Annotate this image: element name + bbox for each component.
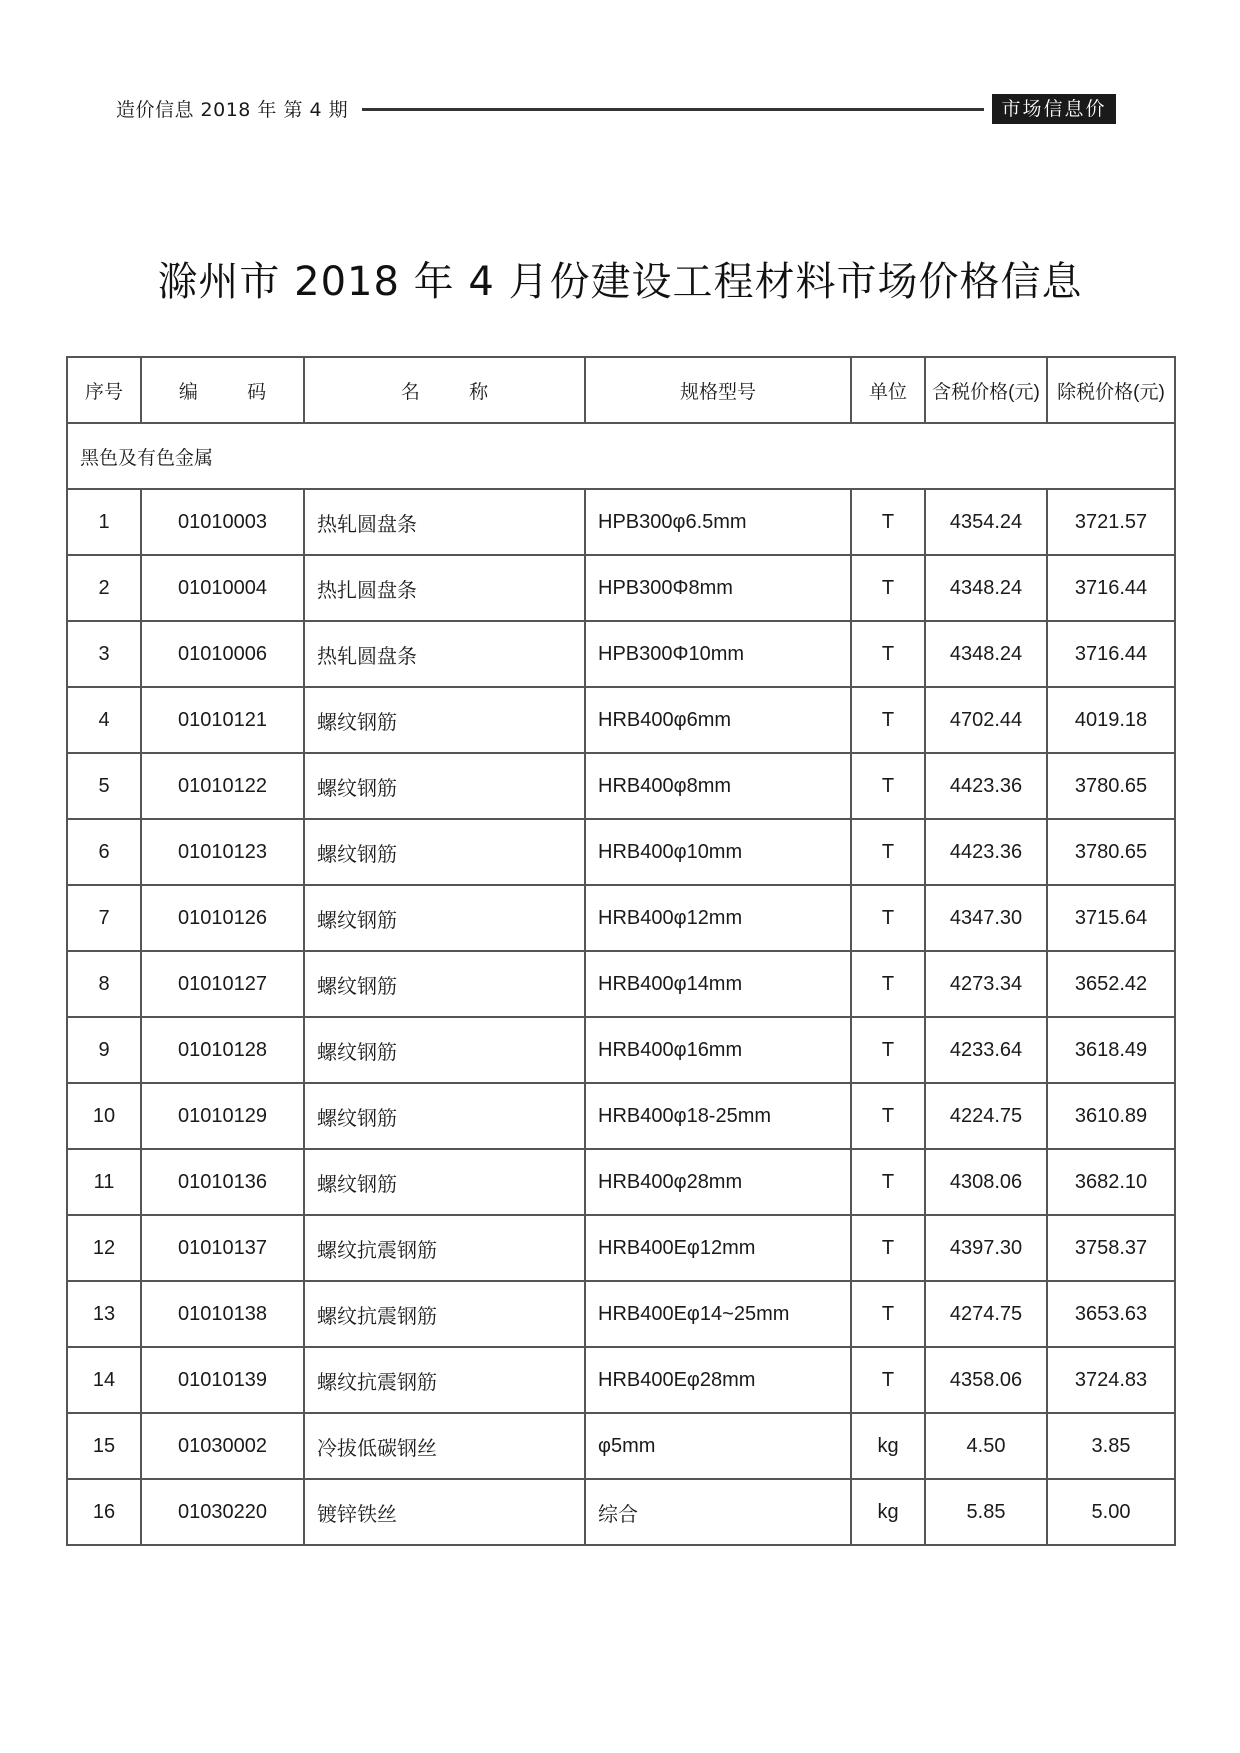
price-with-tax-cell: 4274.75 [925,1281,1047,1347]
material-code-cell: 01010129 [141,1083,304,1149]
price-without-tax-cell: 3610.89 [1047,1083,1175,1149]
material-spec-cell: HRB400φ12mm [585,885,851,951]
material-spec-cell: 综合 [585,1479,851,1545]
price-without-tax-cell: 5.00 [1047,1479,1175,1545]
price-with-tax-cell: 4354.24 [925,489,1047,555]
material-name-cell: 冷拔低碳钢丝 [304,1413,585,1479]
price-with-tax-cell: 4233.64 [925,1017,1047,1083]
row-number-cell: 9 [67,1017,141,1083]
material-spec-cell: HRB400Eφ14~25mm [585,1281,851,1347]
material-spec-cell: HPB300φ6.5mm [585,489,851,555]
page-title: 滁州市 2018 年 4 月份建设工程材料市场价格信息 [157,259,1083,305]
material-code-cell: 01010128 [141,1017,304,1083]
unit-cell: T [851,1281,925,1347]
material-spec-cell: HPB300Φ10mm [585,621,851,687]
table-row [67,1479,1175,1545]
table-row [67,1347,1175,1413]
material-code-cell: 01030220 [141,1479,304,1545]
material-code-cell: 01010123 [141,819,304,885]
material-name-cell: 螺纹抗震钢筋 [304,1215,585,1281]
material-spec-cell: HRB400φ16mm [585,1017,851,1083]
table-row [67,1149,1175,1215]
unit-cell: T [851,1347,925,1413]
material-name-cell: 螺纹钢筋 [304,951,585,1017]
table-row [67,1083,1175,1149]
price-without-tax-cell: 4019.18 [1047,687,1175,753]
column-header-name: 名 称 [304,357,585,423]
row-number-cell: 15 [67,1413,141,1479]
table-row [67,753,1175,819]
row-number-cell: 8 [67,951,141,1017]
unit-cell: T [851,1149,925,1215]
price-without-tax-cell: 3682.10 [1047,1149,1175,1215]
material-name-cell: 螺纹钢筋 [304,1017,585,1083]
price-without-tax-cell: 3653.63 [1047,1281,1175,1347]
material-name-cell: 螺纹钢筋 [304,885,585,951]
row-number-cell: 4 [67,687,141,753]
material-spec-cell: HRB400φ6mm [585,687,851,753]
section-tag: 市场信息价 [992,94,1116,124]
column-header-unit: 单位 [851,357,925,423]
price-with-tax-cell: 4347.30 [925,885,1047,951]
price-without-tax-cell: 3780.65 [1047,753,1175,819]
price-with-tax-cell: 4423.36 [925,819,1047,885]
price-without-tax-cell: 3758.37 [1047,1215,1175,1281]
unit-cell: T [851,819,925,885]
column-header-code: 编 码 [141,357,304,423]
unit-cell: T [851,489,925,555]
unit-cell: T [851,687,925,753]
material-spec-cell: HRB400φ14mm [585,951,851,1017]
material-name-cell: 螺纹钢筋 [304,1149,585,1215]
material-name-cell: 螺纹钢筋 [304,753,585,819]
price-with-tax-cell: 4348.24 [925,555,1047,621]
table-header-row [67,357,1175,423]
price-with-tax-cell: 5.85 [925,1479,1047,1545]
unit-cell: T [851,1083,925,1149]
material-code-cell: 01010138 [141,1281,304,1347]
price-with-tax-cell: 4397.30 [925,1215,1047,1281]
material-code-cell: 01010004 [141,555,304,621]
material-name-cell: 螺纹钢筋 [304,1083,585,1149]
table-row [67,555,1175,621]
material-name-cell: 螺纹钢筋 [304,819,585,885]
table-row [67,1281,1175,1347]
material-code-cell: 01010006 [141,621,304,687]
price-with-tax-cell: 4702.44 [925,687,1047,753]
row-number-cell: 6 [67,819,141,885]
price-without-tax-cell: 3721.57 [1047,489,1175,555]
material-name-cell: 热扎圆盘条 [304,555,585,621]
price-with-tax-cell: 4273.34 [925,951,1047,1017]
table-row [67,687,1175,753]
material-spec-cell: HRB400Eφ12mm [585,1215,851,1281]
table-row [67,1413,1175,1479]
table-row [67,489,1175,555]
row-number-cell: 1 [67,489,141,555]
material-spec-cell: HRB400Eφ28mm [585,1347,851,1413]
unit-cell: T [851,753,925,819]
table-row [67,885,1175,951]
price-without-tax-cell: 3652.42 [1047,951,1175,1017]
material-spec-cell: HRB400φ18-25mm [585,1083,851,1149]
price-without-tax-cell: 3715.64 [1047,885,1175,951]
table-row [67,1017,1175,1083]
material-code-cell: 01010139 [141,1347,304,1413]
column-header-price-tax: 含税价格(元) [925,357,1047,423]
unit-cell: T [851,951,925,1017]
material-code-cell: 01030002 [141,1413,304,1479]
material-spec-cell: φ5mm [585,1413,851,1479]
material-spec-cell: HRB400φ28mm [585,1149,851,1215]
material-code-cell: 01010121 [141,687,304,753]
price-without-tax-cell: 3618.49 [1047,1017,1175,1083]
column-header-no: 序号 [67,357,141,423]
unit-cell: T [851,885,925,951]
row-number-cell: 3 [67,621,141,687]
material-spec-cell: HRB400φ8mm [585,753,851,819]
price-table [66,356,1176,1546]
price-without-tax-cell: 3724.83 [1047,1347,1175,1413]
price-with-tax-cell: 4358.06 [925,1347,1047,1413]
unit-cell: T [851,1017,925,1083]
row-number-cell: 2 [67,555,141,621]
column-header-price-notax: 除税价格(元) [1047,357,1175,423]
table-row [67,1215,1175,1281]
row-number-cell: 13 [67,1281,141,1347]
row-number-cell: 7 [67,885,141,951]
material-code-cell: 01010126 [141,885,304,951]
price-with-tax-cell: 4423.36 [925,753,1047,819]
unit-cell: kg [851,1479,925,1545]
material-name-cell: 热轧圆盘条 [304,489,585,555]
price-without-tax-cell: 3716.44 [1047,621,1175,687]
price-with-tax-cell: 4224.75 [925,1083,1047,1149]
price-without-tax-cell: 3780.65 [1047,819,1175,885]
category-label: 黑色及有色金属 [67,423,1175,489]
table-row [67,951,1175,1017]
material-code-cell: 01010136 [141,1149,304,1215]
material-spec-cell: HPB300Φ8mm [585,555,851,621]
material-code-cell: 01010003 [141,489,304,555]
row-number-cell: 16 [67,1479,141,1545]
material-code-cell: 01010127 [141,951,304,1017]
column-header-spec: 规格型号 [585,357,851,423]
material-name-cell: 螺纹抗震钢筋 [304,1281,585,1347]
row-number-cell: 11 [67,1149,141,1215]
unit-cell: T [851,1215,925,1281]
price-with-tax-cell: 4308.06 [925,1149,1047,1215]
row-number-cell: 5 [67,753,141,819]
table-row [67,819,1175,885]
material-name-cell: 螺纹抗震钢筋 [304,1347,585,1413]
unit-cell: T [851,555,925,621]
row-number-cell: 10 [67,1083,141,1149]
table-row [67,621,1175,687]
material-spec-cell: HRB400φ10mm [585,819,851,885]
row-number-cell: 12 [67,1215,141,1281]
unit-cell: T [851,621,925,687]
price-without-tax-cell: 3716.44 [1047,555,1175,621]
price-with-tax-cell: 4348.24 [925,621,1047,687]
category-row [67,423,1175,489]
price-with-tax-cell: 4.50 [925,1413,1047,1479]
header-rule-divider [362,108,984,111]
material-name-cell: 热轧圆盘条 [304,621,585,687]
material-name-cell: 螺纹钢筋 [304,687,585,753]
row-number-cell: 14 [67,1347,141,1413]
running-head: 造价信息 2018 年 第 4 期 [116,99,349,121]
price-without-tax-cell: 3.85 [1047,1413,1175,1479]
material-code-cell: 01010137 [141,1215,304,1281]
unit-cell: kg [851,1413,925,1479]
material-name-cell: 镀锌铁丝 [304,1479,585,1545]
material-code-cell: 01010122 [141,753,304,819]
